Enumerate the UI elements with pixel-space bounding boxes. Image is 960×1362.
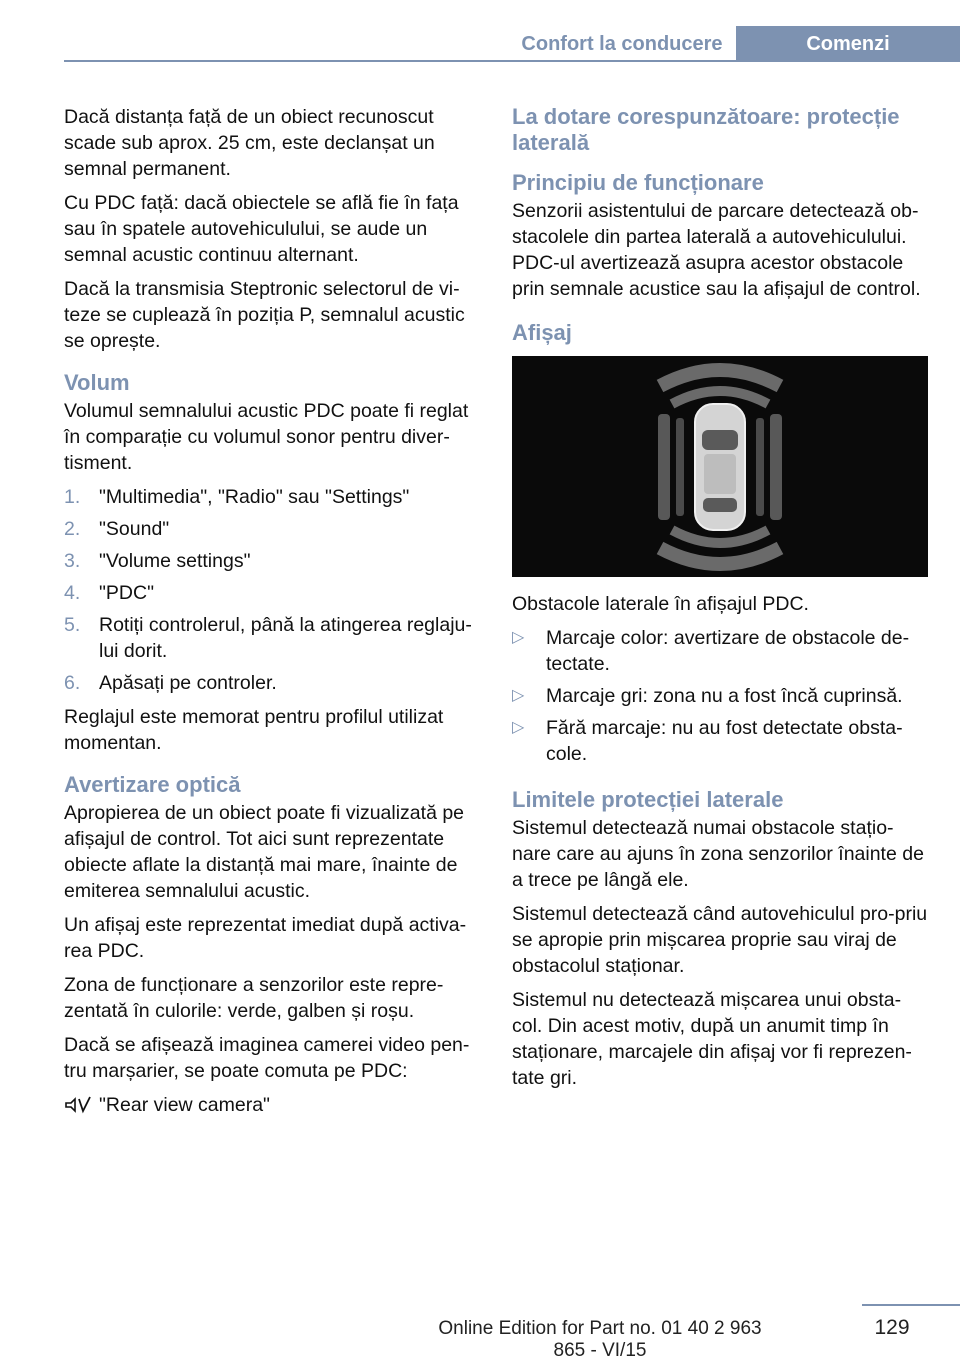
step-text: "PDC" <box>99 582 155 604</box>
step-number: 1. <box>64 486 81 508</box>
footer-edition: Online Edition for Part no. 01 40 2 963 865 - VI/15 <box>438 1318 762 1361</box>
bullet-text: Marcaje gri: zona nu a fost încă cuprinsă. <box>546 685 903 707</box>
list-item <box>512 715 928 767</box>
step-text: "Sound" <box>99 518 170 540</box>
page-number: 129 <box>874 1316 910 1339</box>
paragraph: Sistemul detectează numai obstacole stațio‐nare care au ajuns în zona senzorilor înainte de a trece pe lângă ele. <box>512 817 924 891</box>
triangle-right-icon: ▷ <box>512 719 525 736</box>
section-heading-principiu: Principiu de funcționare <box>512 170 764 195</box>
left-column <box>64 104 478 1118</box>
paragraph: Zona de funcționare a senzorilor este repre‐zentată în culorile: verde, galben și roșu. <box>64 974 444 1022</box>
footer-rule <box>862 1304 960 1306</box>
section-heading-avertizare-optica: Avertizare optică <box>64 772 241 797</box>
bullet-text: Fără marcaje: nu au fost detectate obsta‐cole. <box>546 717 903 765</box>
header-rule <box>64 60 960 62</box>
paragraph: Un afișaj este reprezentat imediat după activa‐rea PDC. <box>64 914 467 962</box>
step-number: 5. <box>64 614 81 636</box>
pdc-display-image <box>512 356 928 577</box>
paragraph: Apropierea de un obiect poate fi vizualizată pe afișajul de control. Tot aici sunt reprezentate obiecte aflate la distanță mai mare, înainte de emiterea semnalului acustic. <box>64 802 465 902</box>
step-text: Rotiți controlerul, până la atingerea reglaju‐lui dorit. <box>99 614 472 662</box>
list-item <box>64 548 478 574</box>
paragraph: Dacă se afișează imaginea camerei video pen‐tru marșarier, se poate comuta pe PDC: <box>64 1034 470 1082</box>
step-text: "Multimedia", "Radio" sau "Settings" <box>99 486 410 508</box>
section-heading-side-protection: La dotare corespunzătoare: protecție laterală <box>512 104 900 155</box>
step-text: "Volume settings" <box>99 550 251 572</box>
paragraph: Sistemul detectează când autovehiculul pro‐priu se apropie prin mișcarea proprie sau viraj de obstacolul staționar. <box>512 903 928 977</box>
list-item <box>64 580 478 606</box>
figure-caption: Obstacole laterale în afișajul PDC. <box>512 593 809 615</box>
header-section-title: Confort la conducere <box>521 33 723 55</box>
step-text: Apăsați pe controler. <box>99 672 277 694</box>
triangle-right-icon: ▷ <box>512 629 525 646</box>
section-heading-afisaj: Afișaj <box>512 320 572 345</box>
step-number: 6. <box>64 672 81 694</box>
paragraph: Cu PDC față: dacă obiectele se află fie în fața sau în spatele autovehiculului, se aude un semnal acustic continuu alternant. <box>64 192 459 266</box>
list-item <box>64 484 478 510</box>
paragraph: Volumul semnalului acustic PDC poate fi reglat în comparație cu volumul sonor pentru diver‐tisment. <box>64 400 469 474</box>
rear-view-camera-label: "Rear view camera" <box>99 1094 270 1116</box>
step-number: 4. <box>64 582 81 604</box>
triangle-right-icon: ▷ <box>512 687 525 704</box>
paragraph: Reglajul este memorat pentru profilul utilizat momentan. <box>64 706 444 754</box>
list-item <box>64 670 478 696</box>
afisaj-bullet-list <box>512 625 928 767</box>
list-item <box>512 683 928 709</box>
list-item <box>64 516 478 542</box>
paragraph: Senzorii asistentului de parcare detectează ob‐stacolele din partea laterală a autovehiculului. PDC-ul avertizează asupra acestor obstacole prin semnale acustice sau la afișajul de control. <box>512 200 921 300</box>
bullet-text: Marcaje color: avertizare de obstacole de‐tectate. <box>546 627 910 675</box>
camera-pdc-icon <box>64 1095 92 1115</box>
rear-view-camera-item <box>64 1092 478 1118</box>
header-chapter-tab: Comenzi <box>736 26 960 62</box>
right-column <box>512 104 928 1099</box>
paragraph: Dacă distanța față de un obiect recunoscut scade sub aprox. 25 cm, este declanșat un semnal permanent. <box>64 106 435 180</box>
section-heading-limite: Limitele protecției laterale <box>512 787 784 812</box>
list-item <box>64 612 478 664</box>
step-number: 3. <box>64 550 81 572</box>
paragraph: Dacă la transmisia Steptronic selectorul de vi‐teze se cuplează în poziția P, semnalul acustic se oprește. <box>64 278 465 352</box>
paragraph: Sistemul nu detectează mișcarea unui obsta‐col. Din acest motiv, după un anumit timp în staționare, marcajele din afișaj vor fi reprezen‐tate gri. <box>512 989 912 1089</box>
step-number: 2. <box>64 518 81 540</box>
section-heading-volum: Volum <box>64 370 130 395</box>
volume-steps-list <box>64 484 478 696</box>
list-item <box>512 625 928 677</box>
